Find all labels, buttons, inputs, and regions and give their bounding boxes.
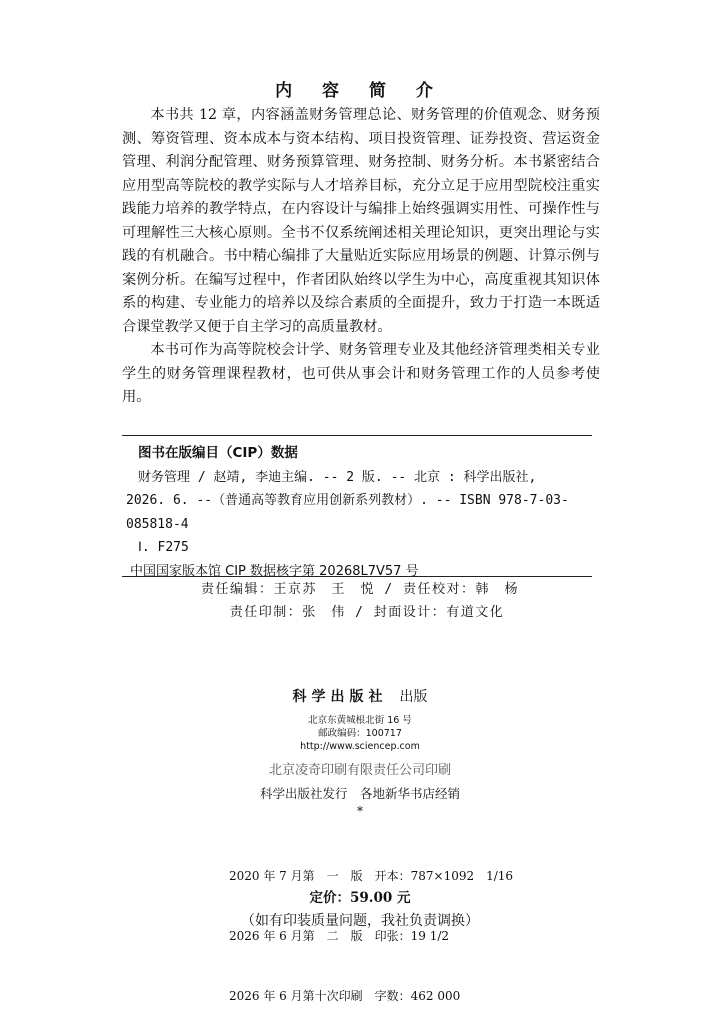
publisher-line bbox=[0, 686, 720, 706]
intro-title: 内 容 简 介 bbox=[275, 81, 445, 101]
separator-star: * bbox=[357, 804, 363, 818]
distribution-line: 科学出版社发行 各地新华书店经销 bbox=[259, 786, 460, 801]
edition-line: 2026 年 6 月第 二 版 印张：19 1/2 bbox=[229, 929, 450, 943]
intro-paragraph: 本书共 12 章，内容涵盖财务管理总论、财务管理的价值观念、财务预测、筹资管理、资本成本与资本结构、项目投资管理、证券投资、营运资金管理、利润分配管理、财务预算管理、财务控制、财务分析。本书紧密结合应用型高等院校的教学实际与人才培养目标，充分立足于应用型院校注重实践能力培养的教学特点，在内容设计与编排上始终强调实用性、可操作性与可理解性三大核心原则。全书不仅系统阐述相关理论知识，更突出理论与实践的有机融合。书中精心编排了大量贴近实际应用场景的例题、计算示例与案例分析。在编写过程中，作者团队始终以学生为中心，高度重视其知识体系的构建、专业能力的培养以及综合素质的全面提升，致力于打造一本既适合课堂教学又便于自主学习的高质量教材。 bbox=[122, 107, 600, 335]
cip-bottom-divider bbox=[122, 576, 592, 577]
cip-block bbox=[126, 442, 592, 584]
cip-record-line: 2026. 6. --（普通高等教育应用创新系列教材）. -- ISBN 978-7-03- bbox=[126, 493, 569, 509]
publisher-postcode: 邮政编码：100717 bbox=[318, 728, 402, 739]
publisher-name: 科学出版社 bbox=[292, 689, 388, 705]
publisher-block bbox=[0, 686, 720, 753]
printer-line: 北京凌奇印刷有限责任公司印刷 bbox=[268, 763, 451, 778]
edition-line: 2026 年 6 月第十次印刷 字数：462 000 bbox=[229, 989, 461, 1003]
editors-block bbox=[0, 578, 720, 624]
price-line: 定价：59.00 元 bbox=[309, 890, 411, 906]
publisher-address: 北京东黄城根北街 16 号 bbox=[308, 715, 412, 726]
publisher-suffix: 出版 bbox=[399, 689, 428, 705]
publisher-website: http://www.sciencep.com bbox=[300, 741, 420, 752]
cip-top-divider bbox=[122, 435, 592, 436]
cip-approval-number: 中国国家版本馆 CIP 数据核字第 20268L7V57 号 bbox=[130, 563, 419, 579]
intro-paragraph: 本书可作为高等院校会计学、财务管理专业及其他经济管理类相关专业学生的财务管理课程教材，也可供从事会计和财务管理工作的人员参考使用。 bbox=[122, 342, 600, 405]
quality-note: （如有印装质量问题，我社负责调换） bbox=[241, 913, 479, 929]
edition-line: 2020 年 7 月第 一 版 开本：787×1092 1/16 bbox=[229, 869, 514, 883]
cip-heading: 图书在版编目（CIP）数据 bbox=[138, 445, 298, 461]
cip-record-line: 085818-4 bbox=[126, 516, 189, 532]
intro-body bbox=[122, 104, 600, 410]
editors-line: 责任印制：张 伟 / 封面设计：有道文化 bbox=[229, 605, 505, 620]
cip-record-line: 财务管理 / 赵靖, 李迪主编. -- 2 版. -- 北京 : 科学出版社, bbox=[138, 469, 537, 485]
cip-classification: Ⅰ. F275 bbox=[138, 540, 189, 556]
editors-line: 责任编辑：王京苏 王 悦 / 责任校对：韩 杨 bbox=[201, 582, 519, 597]
